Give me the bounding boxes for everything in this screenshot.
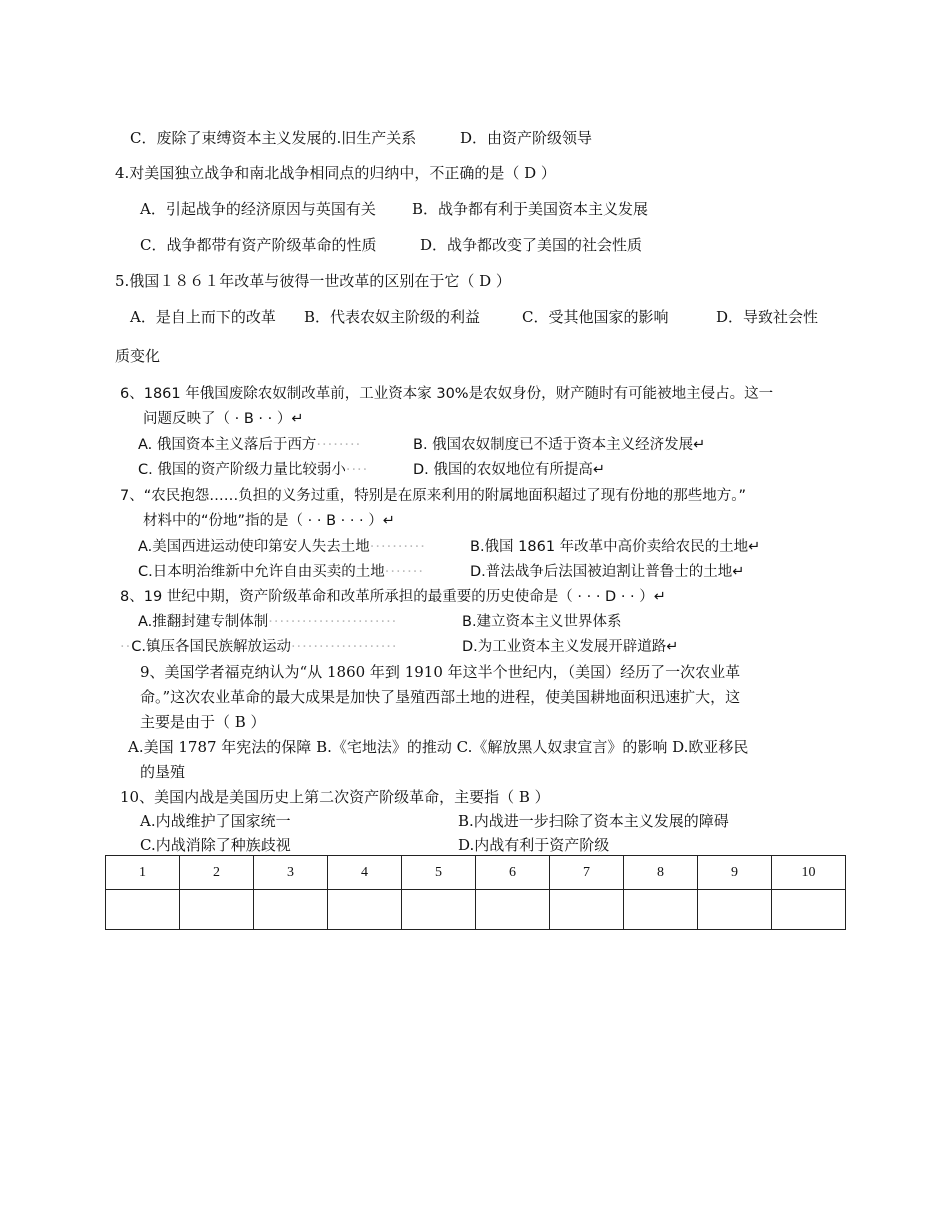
- q8-option-d: D.为工业资本主义发展开辟道路↵: [462, 639, 679, 655]
- q7-option-b: B.俄国 1861 年改革中高价卖给农民的土地↵: [470, 539, 761, 555]
- answer-header-cell: 7: [550, 856, 624, 890]
- q9-options: A.美国 1787 年宪法的保障 B.《宅地法》的推动 C.《解放黑人奴隶宣言》的影响 D.欧亚移民: [128, 738, 749, 756]
- q4-option-d: D．战争都改变了美国的社会性质: [420, 236, 643, 254]
- q4-option-b: B．战争都有利于美国资本主义发展: [412, 200, 649, 218]
- q9-options-cont: 的垦殖: [140, 763, 186, 781]
- q8-option-b: B.建立资本主义世界体系: [462, 614, 622, 630]
- q4-option-c: C．战争都带有资产阶级革命的性质: [140, 236, 377, 254]
- q8-option-c: ··C.镇压各国民族解放运动···················: [120, 639, 398, 655]
- q4-option-a: A．引起战争的经济原因与英国有关: [140, 200, 376, 218]
- q7-option-d: D.普法战争后法国被迫割让普鲁士的土地↵: [470, 564, 745, 580]
- answer-header-cell: 10: [772, 856, 846, 890]
- q5-option-b: B．代表农奴主阶级的利益: [304, 308, 481, 326]
- answer-cell[interactable]: [106, 890, 180, 930]
- answer-header-cell: 1: [106, 856, 180, 890]
- answer-cell[interactable]: [402, 890, 476, 930]
- answer-header-cell: 6: [476, 856, 550, 890]
- answer-header-cell: 2: [180, 856, 254, 890]
- q7-option-c: C.日本明治维新中允许自由买卖的土地·······: [138, 564, 424, 580]
- answer-table-answer-row: [106, 890, 846, 930]
- q5-option-a: A．是自上而下的改革: [130, 308, 276, 326]
- q10-option-d: D.内战有利于资产阶级: [458, 836, 610, 854]
- q9-stem-line3: 主要是由于（ B ）: [140, 713, 266, 731]
- q8-stem: 8、19 世纪中期，资产阶级革命和改革所承担的最重要的历史使命是（ · · · D · · ）↵: [120, 589, 666, 605]
- q10-option-a: A.内战维护了国家统一: [140, 812, 291, 830]
- q5-option-d-cont: 质变化: [115, 347, 161, 365]
- q6-option-b: B. 俄国农奴制度已不适于资本主义经济发展↵: [413, 437, 706, 453]
- answer-header-cell: 3: [254, 856, 328, 890]
- q7-stem-line1: 7、“农民抱怨……负担的义务过重，特别是在原来利用的附属地面积超过了现有份地的那些地方。”: [120, 488, 746, 504]
- answer-header-cell: 5: [402, 856, 476, 890]
- q6-stem-line1: 6、1861 年俄国废除农奴制改革前，工业资本家 30%是农奴身份，财产随时有可能被地主侵占。这一: [120, 386, 774, 402]
- answer-header-cell: 4: [328, 856, 402, 890]
- answer-cell[interactable]: [476, 890, 550, 930]
- q10-stem: 10、美国内战是美国历史上第二次资产阶级革命，主要指（ B ）: [120, 788, 550, 806]
- q7-option-a: A.美国西进运动使印第安人失去土地··········: [138, 539, 426, 555]
- answer-cell[interactable]: [698, 890, 772, 930]
- q5-option-c: C．受其他国家的影响: [522, 308, 669, 326]
- q9-stem-line1: 9、美国学者福克纳认为“从 1860 年到 1910 年这半个世纪内，（美国）经历了一次农业革: [140, 663, 741, 681]
- q3-option-c: C．废除了束缚资本主义发展的.旧生产关系: [130, 129, 417, 147]
- answer-cell[interactable]: [180, 890, 254, 930]
- q7-stem-line2: 材料中的“份地”指的是（ · · B · · · ）↵: [143, 513, 395, 529]
- answer-cell[interactable]: [624, 890, 698, 930]
- q4-stem: 4.对美国独立战争和南北战争相同点的归纳中，不正确的是（ D ）: [115, 164, 556, 182]
- q10-option-b: B.内战进一步扫除了资本主义发展的障碍: [458, 812, 729, 830]
- q5-stem: 5.俄国１８６１年改革与彼得一世改革的区别在于它（ D ）: [115, 272, 511, 290]
- answer-table: [105, 855, 846, 930]
- q3-option-d: D．由资产阶级领导: [460, 129, 593, 147]
- answer-cell[interactable]: [328, 890, 402, 930]
- answer-cell[interactable]: [550, 890, 624, 930]
- answer-cell[interactable]: [254, 890, 328, 930]
- q6-option-c: C. 俄国的资产阶级力量比较弱小····: [138, 462, 369, 478]
- q8-option-a: A.推翻封建专制体制·······················: [138, 614, 398, 630]
- q9-stem-line2: 命。”这次农业革命的最大成果是加快了垦殖西部土地的进程，使美国耕地面积迅速扩大，这: [140, 688, 741, 706]
- q6-stem-line2: 问题反映了（ · B · · ）↵: [143, 411, 304, 427]
- q6-option-d: D. 俄国的农奴地位有所提高↵: [413, 462, 606, 478]
- answer-header-cell: 9: [698, 856, 772, 890]
- q6-option-a: A. 俄国资本主义落后于西方········: [138, 437, 362, 453]
- answer-header-cell: 8: [624, 856, 698, 890]
- q10-option-c: C.内战消除了种族歧视: [140, 836, 291, 854]
- q5-option-d: D．导致社会性: [716, 308, 819, 326]
- answer-cell[interactable]: [772, 890, 846, 930]
- answer-table-header-row: [106, 856, 846, 890]
